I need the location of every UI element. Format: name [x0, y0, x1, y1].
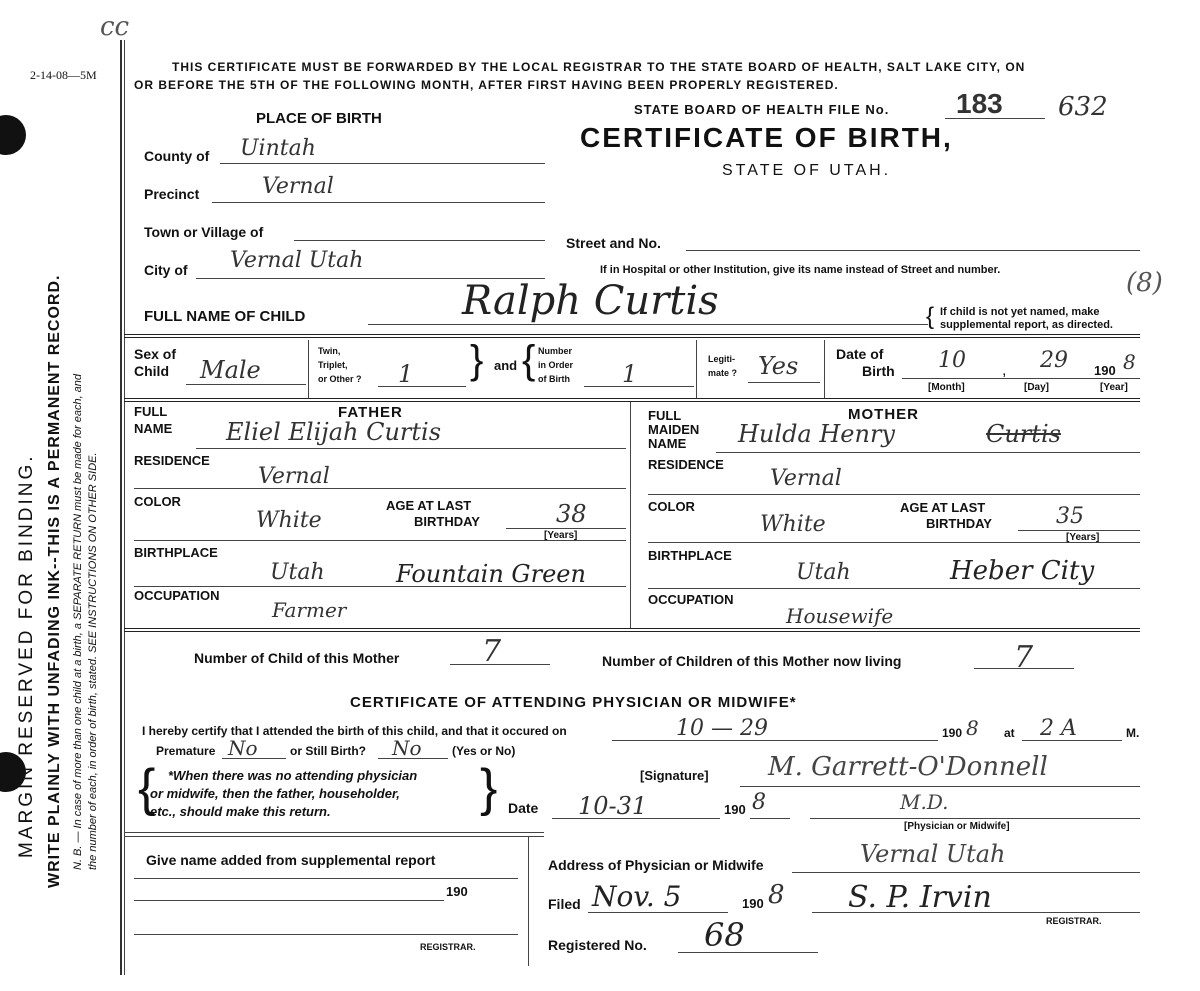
father-heading: FATHER — [338, 404, 403, 421]
binding-note: MARGIN RESERVED FOR BINDING. — [16, 453, 37, 858]
father-name-line — [196, 448, 626, 449]
dob-line — [902, 378, 1140, 379]
town-label: Town or Village of — [144, 224, 264, 240]
supplemental-label: Give name added from supplemental report — [146, 852, 436, 868]
mother-heading: MOTHER — [848, 406, 919, 423]
father-occupation-value: Farmer — [272, 598, 347, 622]
father-age-value: 38 — [556, 500, 587, 528]
legit-line — [748, 382, 820, 383]
order-brace: { — [522, 338, 536, 382]
town-line — [294, 240, 545, 241]
twin-label-2: Triplet, — [318, 360, 348, 370]
physician-rule-bottom-2 — [124, 836, 544, 837]
birth-date-value: 10 — 29 — [676, 716, 768, 741]
time-value: 2 A — [1040, 716, 1077, 741]
father-residence-value: Vernal — [258, 464, 330, 489]
premature-label: Premature — [156, 744, 216, 758]
registrar-label: REGISTRAR. — [1046, 916, 1102, 926]
date-year-line — [750, 818, 790, 819]
child-rule-top — [124, 334, 1140, 338]
parents-rule-bottom — [124, 628, 1140, 632]
father-years-label: [Years] — [544, 530, 578, 541]
father-birthplace-label: BIRTHPLACE — [134, 545, 218, 560]
filed-year-prefix: 190 — [742, 896, 764, 911]
physician-heading: CERTIFICATE OF ATTENDING PHYSICIAN OR MIDWIFE* — [350, 694, 797, 711]
physician-year-digit: 8 — [966, 716, 979, 740]
parents-divider — [630, 402, 631, 628]
registrar-line — [812, 912, 1140, 913]
supp-registrar-label: REGISTRAR. — [420, 942, 476, 952]
mother-color-label: COLOR — [648, 499, 695, 514]
margin-annotation: cc — [100, 12, 130, 42]
date-year-digit: 8 — [752, 790, 766, 815]
mother-name-value: Hulda Henry — [738, 420, 895, 448]
yes-no-label: (Yes or No) — [452, 744, 516, 758]
mother-age-label-2: BIRTHDAY — [926, 516, 992, 531]
reg-no-line — [678, 952, 818, 953]
father-age-line — [506, 528, 626, 529]
mother-birthplace-line — [648, 588, 1140, 589]
certificate-title: CERTIFICATE OF BIRTH, — [580, 122, 953, 153]
order-label-3: of Birth — [538, 374, 570, 384]
child-name-label: FULL NAME OF CHILD — [144, 308, 306, 325]
note-brace-close: } — [480, 759, 498, 817]
mother-birthplace-town: Heber City — [950, 556, 1095, 586]
mother-residence-value: Vernal — [770, 466, 842, 491]
city-value: Vernal Utah — [230, 248, 364, 273]
hospital-note: If in Hospital or other Institution, give its name instead of Street and number. — [600, 264, 1001, 276]
left-border — [120, 40, 122, 975]
child-number-value: 7 — [482, 634, 502, 669]
registrar-signature: S. P. Irvin — [848, 880, 992, 915]
twin-label-1: Twin, — [318, 346, 341, 356]
date-line — [552, 818, 720, 819]
still-value: No — [392, 736, 422, 760]
living-value: 7 — [1014, 640, 1034, 675]
mother-name-struck: Curtis — [986, 420, 1061, 448]
month-label: [Month] — [928, 382, 965, 393]
city-label: City of — [144, 262, 188, 278]
still-label: or Still Birth? — [290, 744, 366, 758]
twin-line — [378, 386, 466, 387]
mother-maiden-label: MAIDEN — [648, 422, 700, 437]
file-label: STATE BOARD OF HEALTH FILE No. — [634, 102, 890, 117]
sex-line — [186, 384, 306, 385]
mother-occupation-value: Housewife — [786, 604, 894, 628]
birth-date-line — [612, 740, 938, 741]
note-line-2: or midwife, then the father, householder, — [150, 786, 400, 801]
signature-value: M. Garrett-O'Donnell — [768, 752, 1048, 782]
dob-label-2: Birth — [862, 363, 895, 379]
dob-year-prefix: 190 — [1094, 363, 1116, 378]
order-value: 1 — [622, 360, 638, 388]
sex-divider — [308, 340, 309, 398]
child-number-label: Number of Child of this Mother — [194, 650, 400, 666]
dob-year-digit: 8 — [1123, 350, 1136, 374]
at-label: at — [1004, 726, 1015, 740]
street-line — [686, 250, 1140, 251]
mother-years-label: [Years] — [1066, 532, 1100, 543]
date-year-prefix: 190 — [724, 802, 746, 817]
role-label: [Physician or Midwife] — [904, 821, 1010, 832]
day-label: [Day] — [1024, 382, 1050, 393]
note-line-3: etc., should make this return. — [150, 804, 331, 819]
mother-residence-label: RESIDENCE — [648, 457, 724, 472]
precinct-label: Precinct — [144, 186, 200, 202]
mother-birthplace-value: Utah — [796, 560, 851, 585]
mother-age-label-1: AGE AT LAST — [900, 500, 986, 515]
signature-label: [Signature] — [640, 768, 709, 783]
order-divider — [696, 340, 697, 398]
still-line — [378, 758, 448, 759]
address-value: Vernal Utah — [860, 840, 1006, 868]
father-color-line — [134, 540, 626, 541]
nb-note-1: N. B. — In case of more than one child at a birth, a SEPARATE RETURN must be made for each, and — [72, 373, 84, 870]
child-name-value: Ralph Curtis — [462, 278, 719, 324]
year-label: [Year] — [1100, 382, 1128, 393]
living-label: Number of Children of this Mother now living — [602, 653, 902, 669]
premature-value: No — [228, 736, 258, 760]
child-number-line — [450, 664, 550, 665]
street-label: Street and No. — [566, 235, 661, 251]
filed-line — [588, 912, 728, 913]
father-age-label-2: BIRTHDAY — [414, 514, 480, 529]
supplemental-line-1 — [134, 878, 518, 879]
note-line-1: *When there was no attending physician — [168, 768, 418, 783]
supplemental-line-3 — [134, 934, 518, 935]
order-label-1: Number — [538, 346, 573, 356]
legit-divider — [824, 340, 825, 398]
note-brace-open: { — [138, 759, 156, 817]
date-label: Date — [508, 800, 539, 816]
reg-no-value: 68 — [704, 916, 745, 954]
margin-mark: (8) — [1126, 268, 1163, 298]
living-line — [974, 668, 1074, 669]
file-number-hand: 632 — [1058, 92, 1108, 122]
notice-line-1: THIS CERTIFICATE MUST BE FORWARDED BY THE LOCAL REGISTRAR TO THE STATE BOARD OF HEALTH, SALT LAKE CITY, ON — [172, 60, 1026, 74]
m-label: M. — [1126, 726, 1140, 740]
legit-label-2: mate ? — [708, 368, 738, 378]
mother-occupation-label: OCCUPATION — [648, 592, 734, 607]
precinct-line — [212, 202, 545, 203]
date-value: 10-31 — [578, 792, 648, 820]
precinct-value: Vernal — [262, 174, 334, 199]
filed-year-digit: 8 — [768, 880, 785, 910]
county-label: County of — [144, 148, 210, 164]
left-border-inner — [124, 40, 125, 975]
mother-age-value: 35 — [1056, 504, 1084, 529]
sex-value: Male — [200, 356, 261, 384]
address-label: Address of Physician or Midwife — [548, 857, 764, 873]
state-title: STATE OF UTAH. — [722, 162, 892, 179]
father-name-label: NAME — [134, 421, 173, 436]
notice-line-2: OR BEFORE THE 5TH OF THE FOLLOWING MONTH, AFTER FIRST HAVING BEEN PROPERLY REGISTERED. — [134, 78, 839, 92]
child-name-line — [368, 324, 928, 325]
mother-color-line — [648, 542, 1140, 543]
filed-date: Nov. 5 — [592, 880, 682, 913]
father-occupation-label: OCCUPATION — [134, 588, 220, 603]
and-label: and — [494, 358, 518, 373]
mother-birthplace-label: BIRTHPLACE — [648, 548, 732, 563]
mother-name-line — [716, 452, 1140, 453]
mother-name-label: NAME — [648, 436, 687, 451]
file-number: 183 — [956, 88, 1003, 119]
supp-year: 190 — [446, 884, 468, 899]
nb-note-2: the number of each, in order of birth, stated. SEE INSTRUCTIONS ON OTHER SIDE. — [87, 452, 99, 870]
dob-day: 29 — [1040, 348, 1068, 373]
parents-rule-top — [124, 398, 1140, 402]
father-residence-line — [134, 488, 626, 489]
mother-color-value: White — [760, 512, 826, 537]
print-code: 2-14-08—5M — [30, 68, 97, 82]
twin-label-3: or Other ? — [318, 374, 362, 384]
father-residence-label: RESIDENCE — [134, 453, 210, 468]
sex-label-1: Sex of — [134, 346, 177, 362]
signature-title: M.D. — [900, 790, 949, 814]
county-line — [220, 163, 545, 164]
file-number-line — [945, 118, 1045, 119]
county-value: Uintah — [240, 136, 316, 161]
physician-rule-bottom — [124, 832, 544, 833]
father-color-value: White — [256, 508, 322, 533]
unnamed-note-2: supplemental report, as directed. — [940, 319, 1113, 331]
mother-full-label: FULL — [648, 408, 682, 423]
dob-month: 10 — [938, 348, 966, 373]
father-name-value: Eliel Elijah Curtis — [226, 418, 442, 446]
registration-divider — [528, 836, 529, 966]
unnamed-brace: { — [926, 303, 935, 330]
father-color-label: COLOR — [134, 494, 181, 509]
role-line — [810, 818, 1140, 819]
unnamed-note-1: If child is not yet named, make — [940, 306, 1100, 318]
reg-no-label: Registered No. — [548, 937, 647, 953]
supplemental-line-2 — [134, 900, 444, 901]
mother-age-line — [1018, 530, 1140, 531]
father-age-label-1: AGE AT LAST — [386, 498, 472, 513]
ink-note: WRITE PLAINLY WITH UNFADING INK--THIS IS A PERMANENT RECORD. — [46, 274, 63, 888]
filed-label: Filed — [548, 896, 581, 912]
mother-residence-line — [648, 494, 1140, 495]
order-label-2: in Order — [538, 360, 574, 370]
dob-label-1: Date of — [836, 346, 884, 362]
father-birthplace-value: Utah — [270, 560, 325, 585]
twin-brace: } — [470, 338, 484, 382]
certify-text: I hereby certify that I attended the birth of this child, and that it occured on — [142, 724, 567, 738]
address-line — [792, 872, 1140, 873]
premature-line — [222, 758, 286, 759]
dob-comma: , — [1002, 362, 1007, 379]
time-line — [1022, 740, 1122, 741]
legit-value: Yes — [758, 352, 799, 380]
father-full-label: FULL — [134, 404, 168, 419]
physician-year-prefix: 190 — [942, 726, 963, 740]
legit-label-1: Legiti- — [708, 354, 735, 364]
place-heading: PLACE OF BIRTH — [256, 110, 382, 127]
father-birthplace-town: Fountain Green — [396, 560, 586, 588]
father-birthplace-line — [134, 586, 626, 587]
order-line — [584, 386, 694, 387]
signature-line — [740, 786, 1140, 787]
sex-label-2: Child — [134, 363, 169, 379]
binding-hole-top — [0, 115, 26, 155]
twin-value: 1 — [398, 360, 414, 388]
